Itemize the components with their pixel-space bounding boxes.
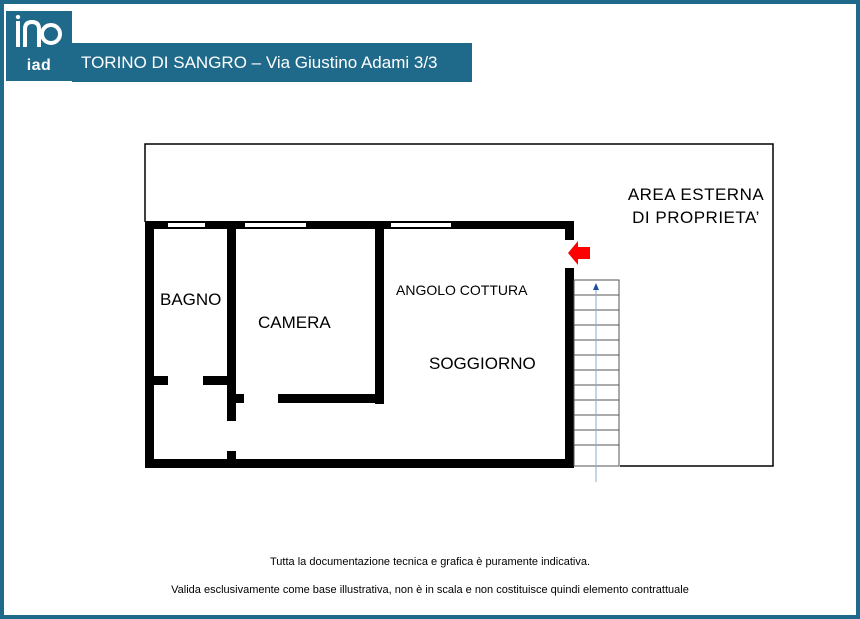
logo-text: iad <box>26 57 52 74</box>
window-soggiorno <box>391 223 451 227</box>
outdoor-area-label <box>620 183 772 229</box>
wall-stub-corner <box>227 394 244 403</box>
staircase <box>574 280 619 482</box>
outdoor-area-line2: DI PROPRIETA’ <box>632 208 760 227</box>
bottom-wall <box>145 459 574 468</box>
left-wall <box>145 221 154 468</box>
entrance-arrow-icon <box>568 241 590 265</box>
walls <box>145 221 574 468</box>
room-label-soggiorno: SOGGIORNO <box>429 354 536 373</box>
room-label-bagno: BAGNO <box>160 290 222 309</box>
room-label-camera: CAMERA <box>258 313 331 332</box>
wall-camera-soggiorno <box>375 221 384 404</box>
camera-bottom-wall <box>278 394 384 403</box>
outdoor-area-line1: AREA ESTERNA <box>627 185 765 204</box>
disclaimer-line-1: Tutta la documentazione tecnica e grafica è puramente indicativa. <box>270 556 590 568</box>
wall-stub-bottom <box>227 451 236 468</box>
property-title: TORINO DI SANGRO – Via Giustino Adami 3/3 <box>72 43 472 82</box>
window-bagno <box>168 223 205 227</box>
room-label-angolo-cottura: ANGOLO COTTURA <box>396 282 528 298</box>
bagno-wall-left <box>145 376 168 385</box>
bagno-wall-right <box>203 376 236 385</box>
top-wall <box>145 221 574 229</box>
right-wall-upper <box>565 221 574 240</box>
wall-bagno-camera <box>227 221 236 421</box>
disclaimer-line-2: Valida esclusivamente come base illustrativa, non è in scala e non costituisce quindi elemento contrattuale <box>171 584 689 596</box>
window-camera <box>245 223 306 227</box>
right-wall-lower <box>565 268 574 468</box>
